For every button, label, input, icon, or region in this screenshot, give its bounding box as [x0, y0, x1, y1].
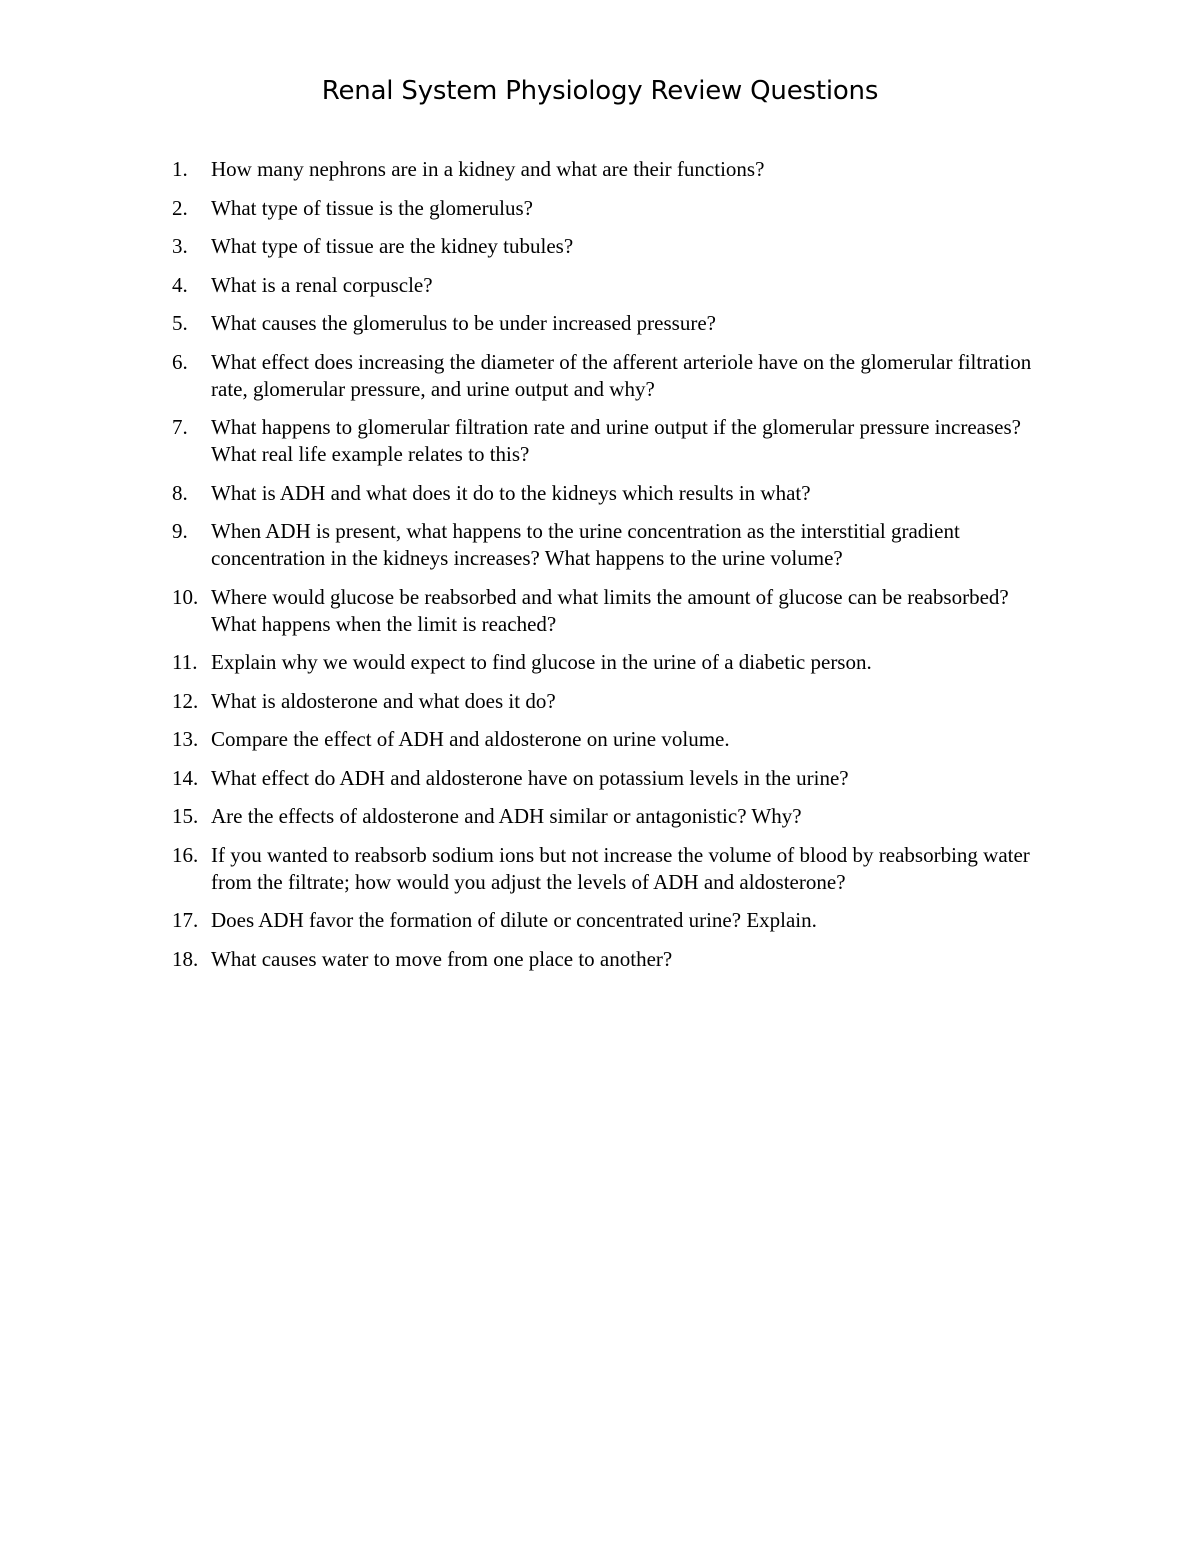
question-number: 9. [172, 519, 188, 543]
question-number: 18. [172, 946, 199, 971]
question-number: 12. [172, 688, 199, 713]
question-number: 14. [172, 765, 199, 790]
question-item [172, 310, 1042, 337]
question-item [172, 480, 1042, 507]
question-item [172, 649, 1042, 676]
question-item [172, 156, 1042, 183]
question-text: What is aldosterone and what does it do? [211, 688, 556, 713]
question-number: 17. [172, 908, 199, 932]
question-item [172, 842, 1042, 896]
question-list [172, 156, 1042, 984]
question-item [172, 518, 1042, 572]
question-item [172, 414, 1042, 468]
question-item [172, 349, 1042, 403]
document-title: Renal System Physiology Review Questions [321, 76, 879, 106]
question-number: 15. [172, 804, 199, 828]
question-number: 2. [172, 195, 188, 220]
question-item [172, 272, 1042, 299]
question-text: If you wanted to reabsorb sodium ions but not increase the volume of blood by reabsorbing water from the filtrate; how would you adjust the levels of ADH and aldosterone? [211, 842, 1030, 894]
question-text: What is a renal corpuscle? [211, 272, 433, 297]
question-item [172, 765, 1042, 792]
question-text: What effect does increasing the diameter of the afferent arteriole have on the glomerular filtration rate, glomerular pressure, and urine output and why? [211, 349, 1032, 401]
question-item [172, 946, 1042, 973]
question-number: 10. [172, 584, 199, 609]
question-number: 5. [172, 311, 188, 335]
question-text: What causes water to move from one place to another? [211, 946, 673, 971]
question-text: Does ADH favor the formation of dilute or concentrated urine? Explain. [211, 908, 817, 932]
question-item [172, 584, 1042, 638]
question-item [172, 195, 1042, 222]
question-text: Compare the effect of ADH and aldosterone on urine volume. [211, 727, 730, 751]
question-text: Are the effects of aldosterone and ADH similar or antagonistic? Why? [211, 804, 802, 828]
question-item [172, 803, 1042, 830]
question-text: Where would glucose be reabsorbed and what limits the amount of glucose can be reabsorbed? What happens when the limit is reached? [211, 584, 1009, 636]
question-text: What causes the glomerulus to be under increased pressure? [211, 311, 716, 335]
question-text: How many nephrons are in a kidney and what are their functions? [211, 157, 765, 181]
question-number: 8. [172, 480, 188, 505]
question-text: Explain why we would expect to find glucose in the urine of a diabetic person. [211, 650, 872, 674]
question-number: 4. [172, 272, 188, 297]
question-text: What is ADH and what does it do to the kidneys which results in what? [211, 480, 811, 505]
question-number: 11. [172, 650, 198, 674]
question-text: What happens to glomerular filtration rate and urine output if the glomerular pressure increases? What real life example relates to this? [211, 415, 1021, 466]
question-number: 7. [172, 415, 188, 439]
question-item [172, 233, 1042, 260]
question-text: What type of tissue are the kidney tubules? [211, 234, 574, 258]
question-number: 16. [172, 842, 199, 867]
question-number: 13. [172, 727, 199, 751]
question-text: When ADH is present, what happens to the urine concentration as the interstitial gradient concentration in the kidneys increases? What happens to the urine volume? [211, 519, 960, 570]
question-number: 1. [172, 157, 188, 181]
question-text: What type of tissue is the glomerulus? [211, 195, 533, 220]
question-text: What effect do ADH and aldosterone have on potassium levels in the urine? [211, 765, 849, 790]
question-number: 3. [172, 234, 188, 258]
question-item [172, 726, 1042, 753]
question-item [172, 907, 1042, 934]
question-number: 6. [172, 349, 188, 374]
question-item [172, 688, 1042, 715]
